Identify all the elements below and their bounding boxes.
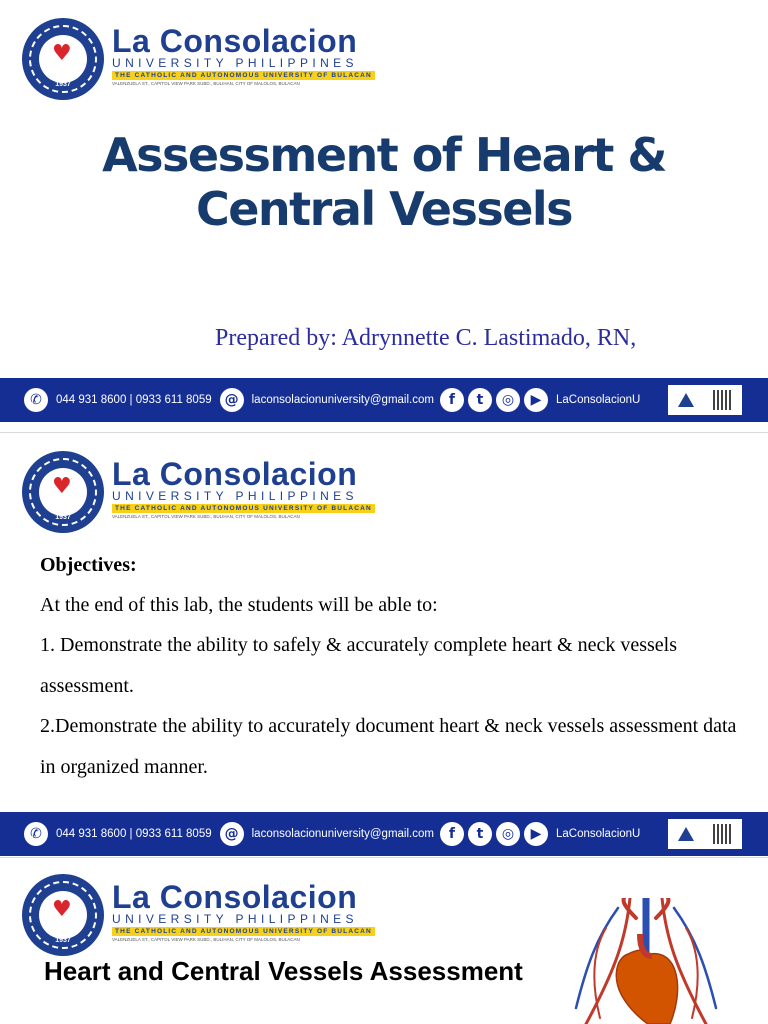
slide-title: Assessment of Heart & Central Vessels: [102, 128, 666, 236]
university-seal-icon: ♥ 1937: [22, 874, 104, 956]
slide-1[interactable]: [0, 0, 768, 432]
certification-badge: [668, 385, 742, 415]
brand-name: La Consolacion: [112, 456, 358, 492]
objectives-block: [40, 553, 740, 787]
slide-footer: [0, 378, 768, 422]
certification-badge: [668, 819, 742, 849]
university-seal-icon: ♥ 1937: [22, 18, 104, 100]
university-logo: [22, 451, 375, 533]
qr-code-icon: [713, 824, 733, 844]
slide-title: Heart and Central Vessels Assessment: [44, 956, 523, 986]
facebook-icon[interactable]: f: [440, 822, 464, 846]
brand-name: La Consolacion: [112, 23, 358, 59]
objectives-intro: At the end of this lab, the students will be able to:: [40, 594, 438, 616]
youtube-icon[interactable]: ▶: [524, 822, 548, 846]
instagram-icon[interactable]: ◎: [496, 822, 520, 846]
footer-social-handle: LaConsolacionU: [555, 394, 641, 406]
qr-code-icon: [713, 390, 733, 410]
footer-email: laconsolacionuniversity@gmail.com: [251, 394, 434, 406]
certification-logo-icon: [678, 827, 694, 841]
certification-logo-icon: [678, 393, 694, 407]
twitter-icon[interactable]: t: [468, 388, 492, 412]
objective-item: 1. Demonstrate the ability to safely & accurately complete heart & neck vessels assessment.: [40, 634, 677, 697]
university-logo: [22, 874, 375, 956]
facebook-icon[interactable]: f: [440, 388, 464, 412]
brand-tagline: THE CATHOLIC AND AUTONOMOUS UNIVERSITY OF BULACAN: [112, 71, 375, 80]
brand-address: VALENZUELA ST., CAPITOL VIEW PARK SUBD., BULIHAN, CITY OF MALOLOS, BULACAN: [112, 81, 300, 86]
prepared-by: Prepared by: Adrynnette C. Lastimado, RN,: [215, 325, 637, 351]
brand-tagline: THE CATHOLIC AND AUTONOMOUS UNIVERSITY OF BULACAN: [112, 927, 375, 936]
footer-phone: 044 931 8600 | 0933 611 8059: [56, 394, 212, 406]
footer-email: laconsolacionuniversity@gmail.com: [251, 828, 434, 840]
university-logo: [22, 18, 375, 100]
brand-address: VALENZUELA ST., CAPITOL VIEW PARK SUBD., BULIHAN, CITY OF MALOLOS, BULACAN: [112, 937, 300, 942]
brand-address: VALENZUELA ST., CAPITOL VIEW PARK SUBD., BULIHAN, CITY OF MALOLOS, BULACAN: [112, 514, 300, 519]
at-icon: @: [220, 388, 244, 412]
slide-2[interactable]: [0, 433, 768, 857]
at-icon: @: [220, 822, 244, 846]
heart-vessels-illustration-icon: [566, 898, 726, 1024]
brand-tagline: THE CATHOLIC AND AUTONOMOUS UNIVERSITY OF BULACAN: [112, 504, 375, 513]
university-seal-icon: ♥ 1937: [22, 451, 104, 533]
youtube-icon[interactable]: ▶: [524, 388, 548, 412]
slide-footer: [0, 812, 768, 856]
brand-name: La Consolacion: [112, 879, 358, 915]
objectives-heading: Objectives:: [40, 554, 137, 576]
phone-icon: ✆: [24, 388, 48, 412]
brand-university: UNIVERSITY PHILIPPINES: [112, 912, 358, 926]
brand-university: UNIVERSITY PHILIPPINES: [112, 489, 358, 503]
twitter-icon[interactable]: t: [468, 822, 492, 846]
phone-icon: ✆: [24, 822, 48, 846]
footer-social-handle: LaConsolacionU: [555, 828, 641, 840]
brand-university: UNIVERSITY PHILIPPINES: [112, 56, 358, 70]
slide-3[interactable]: [0, 858, 768, 1024]
footer-phone: 044 931 8600 | 0933 611 8059: [56, 828, 212, 840]
objective-item: 2.Demonstrate the ability to accurately document heart & neck vessels assessment data in organized manner.: [40, 715, 737, 778]
instagram-icon[interactable]: ◎: [496, 388, 520, 412]
